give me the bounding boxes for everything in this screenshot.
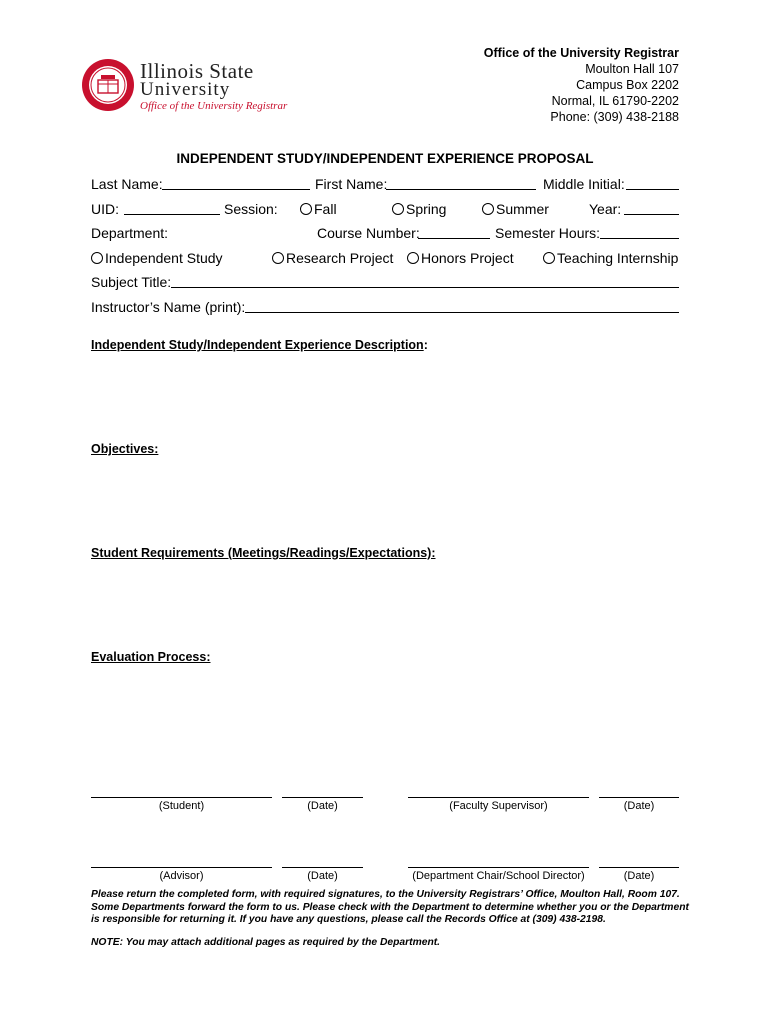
address-office: Office of the University Registrar <box>483 46 679 60</box>
address-box: Campus Box 2202 <box>576 78 679 92</box>
subject-title-field[interactable] <box>171 274 679 288</box>
description-area[interactable] <box>91 354 679 434</box>
semester-hours-label: Semester Hours: <box>495 225 601 241</box>
instructor-name-label: Instructor’s Name (print): <box>91 299 246 315</box>
department-label: Department: <box>91 225 169 241</box>
type-research-project-label: Research Project <box>286 250 394 266</box>
year-field[interactable] <box>624 201 679 215</box>
course-number-field[interactable] <box>418 225 490 239</box>
address-city: Normal, IL 61790-2202 <box>551 94 679 108</box>
form-title: INDEPENDENT STUDY/INDEPENDENT EXPERIENCE PROPOSAL <box>176 151 594 166</box>
type-independent-study-label: Independent Study <box>105 250 223 266</box>
student-signature-line[interactable] <box>91 797 272 798</box>
year-label: Year: <box>589 201 622 217</box>
logo-office-name: Office of the University Registrar <box>140 100 288 112</box>
evaluation-heading: Evaluation Process: <box>91 650 211 664</box>
chair-signature-label: (Department Chair/School Director) <box>412 870 585 882</box>
university-seal-logo <box>81 58 135 112</box>
student-signature-label: (Student) <box>158 800 205 812</box>
radio-icon <box>407 252 419 264</box>
radio-icon <box>300 203 312 215</box>
middle-initial-label: Middle Initial: <box>543 176 625 192</box>
faculty-date-line[interactable] <box>599 797 679 798</box>
requirements-area[interactable] <box>91 562 679 642</box>
advisor-date-line[interactable] <box>282 867 363 868</box>
session-fall-label: Fall <box>314 201 337 217</box>
radio-icon <box>543 252 555 264</box>
student-date-line[interactable] <box>282 797 363 798</box>
type-teaching-internship-option[interactable] <box>543 250 678 266</box>
chair-date-line[interactable] <box>599 867 679 868</box>
advisor-signature-label: (Advisor) <box>159 870 204 882</box>
first-name-label: First Name: <box>315 176 388 192</box>
course-number-label: Course Number: <box>317 225 420 241</box>
faculty-signature-line[interactable] <box>408 797 589 798</box>
type-research-project-option[interactable] <box>272 250 393 266</box>
office-address <box>484 45 679 125</box>
chair-date-label: (Date) <box>623 870 655 882</box>
requirements-heading: Student Requirements (Meetings/Readings/Expectations): <box>91 546 436 560</box>
radio-icon <box>392 203 404 215</box>
session-summer-option[interactable] <box>482 201 549 217</box>
faculty-date-label: (Date) <box>623 800 655 812</box>
note-text: NOTE: You may attach additional pages as required by the Department. <box>91 937 441 948</box>
description-heading <box>91 338 428 352</box>
objectives-area[interactable] <box>91 458 679 538</box>
return-instructions: Please return the completed form, with required signatures, to the University Registrars’ Office, Moulton Hall, Room 107. Some Departments forward the form to us. Please check with the Department to determine whether you or the Department is responsible for returning it. If you have any questions, please call the Records Office at (309) 438-2198. <box>91 889 689 925</box>
radio-icon <box>91 252 103 264</box>
description-heading-colon: : <box>423 338 428 352</box>
faculty-signature-label: (Faculty Supervisor) <box>449 800 548 812</box>
chair-signature-line[interactable] <box>408 867 589 868</box>
subject-title-label: Subject Title: <box>91 274 172 290</box>
instructor-name-field[interactable] <box>245 299 679 313</box>
last-name-label: Last Name: <box>91 176 163 192</box>
semester-hours-field[interactable] <box>600 225 679 239</box>
logo-wordmark-line1: Illinois State <box>140 59 254 83</box>
session-label: Session: <box>224 201 278 217</box>
type-independent-study-option[interactable] <box>91 250 223 266</box>
session-fall-option[interactable] <box>300 201 337 217</box>
radio-icon <box>272 252 284 264</box>
middle-initial-field[interactable] <box>626 176 679 190</box>
type-teaching-internship-label: Teaching Internship <box>557 250 679 266</box>
advisor-signature-line[interactable] <box>91 867 272 868</box>
address-building: Moulton Hall 107 <box>585 62 679 76</box>
objectives-heading: Objectives: <box>91 442 159 456</box>
logo-wordmark-line2: University <box>140 79 231 100</box>
student-date-label: (Date) <box>307 800 338 812</box>
evaluation-area[interactable] <box>91 666 679 786</box>
first-name-field[interactable] <box>386 176 536 190</box>
uid-label: UID: <box>91 201 119 217</box>
session-summer-label: Summer <box>496 201 549 217</box>
session-spring-option[interactable] <box>392 201 446 217</box>
session-spring-label: Spring <box>406 201 447 217</box>
type-honors-project-option[interactable] <box>407 250 514 266</box>
type-honors-project-label: Honors Project <box>421 250 514 266</box>
uid-field[interactable] <box>124 201 220 215</box>
address-phone: Phone: (309) 438-2188 <box>550 110 679 124</box>
last-name-field[interactable] <box>162 176 310 190</box>
advisor-date-label: (Date) <box>307 870 338 882</box>
description-heading-text: Independent Study/Independent Experience Description <box>91 338 424 352</box>
radio-icon <box>482 203 494 215</box>
